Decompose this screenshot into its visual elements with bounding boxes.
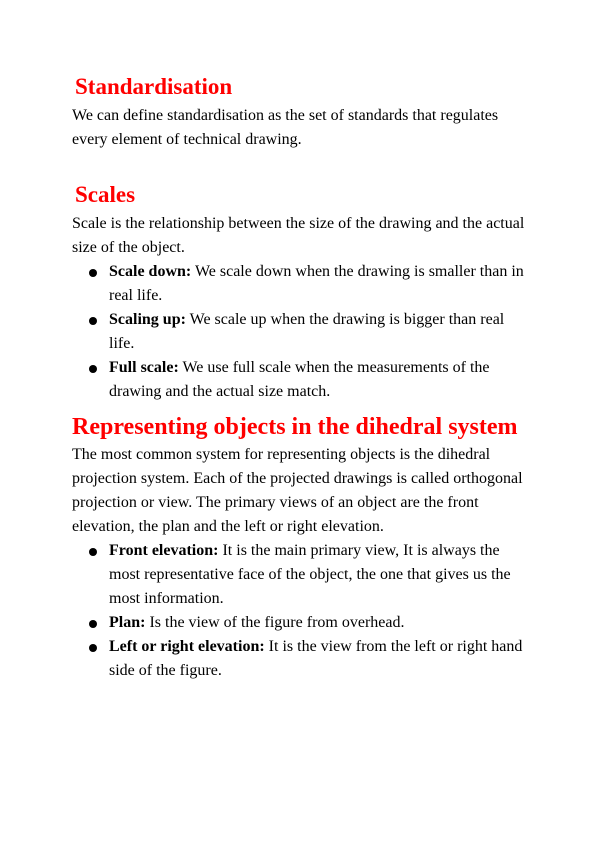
list-item: [72, 260, 532, 308]
bullet-icon: [89, 620, 97, 628]
item-term: Full scale:: [109, 359, 179, 376]
item-text: It is the view from the left or right hand side of the figure.: [109, 638, 523, 679]
bullet-icon: [89, 548, 97, 556]
document-page: [72, 70, 532, 683]
section-heading: Scales: [75, 182, 136, 207]
list-item: [72, 308, 532, 356]
bullet-list: [72, 260, 532, 404]
section-heading: Standardisation: [75, 74, 233, 99]
bullet-icon: [89, 365, 97, 373]
item-text: Is the view of the figure from overhead.: [145, 614, 405, 631]
bullet-icon: [89, 317, 97, 325]
section-paragraph: Scale is the relationship between the size of the drawing and the actual size of the object.: [72, 215, 525, 256]
item-term: Scaling up:: [109, 311, 186, 328]
section-dihedral-system: [72, 411, 532, 683]
list-item: [72, 611, 532, 635]
bullet-icon: [89, 269, 97, 277]
list-item: [72, 539, 532, 611]
item-term: Left or right elevation:: [109, 638, 265, 655]
item-term: Front elevation:: [109, 542, 219, 559]
bullet-list: [72, 539, 532, 683]
list-item: [72, 356, 532, 404]
section-paragraph: The most common system for representing objects is the dihedral projection system. Each of the projected drawings is called orthogonal projection or view. The primary views of an object are the front elevation, the plan and the left or right elevation.: [72, 446, 523, 535]
item-text: It is the main primary view, It is always the most representative face of the object, the one that gives us the most information.: [109, 542, 511, 607]
item-term: Plan:: [109, 614, 146, 631]
section-scales: [72, 178, 532, 404]
item-text: We scale up when the drawing is bigger than real life.: [109, 311, 505, 352]
section-standardisation: [72, 70, 532, 152]
item-text: We use full scale when the measurements of the drawing and the actual size match.: [109, 359, 490, 400]
section-paragraph: We can define standardisation as the set of standards that regulates every element of technical drawing.: [72, 107, 499, 148]
item-text: We scale down when the drawing is smaller than in real life.: [109, 263, 524, 304]
section-heading: Representing objects in the dihedral system: [72, 414, 518, 440]
bullet-icon: [89, 644, 97, 652]
list-item: [72, 635, 532, 683]
item-term: Scale down:: [109, 263, 192, 280]
